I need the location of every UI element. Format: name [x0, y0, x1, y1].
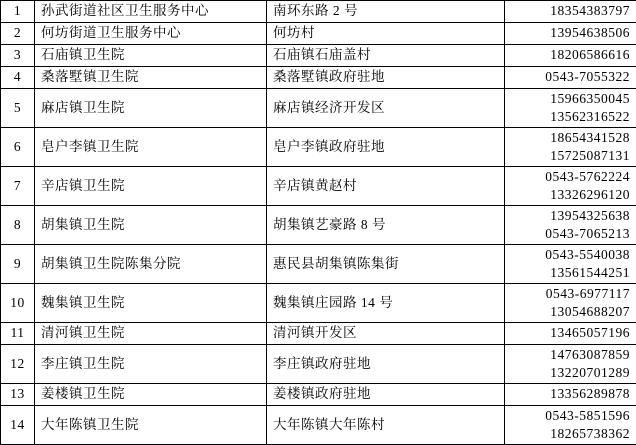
table-row [1, 345, 636, 384]
cell-index: 1 [1, 1, 35, 23]
table-row [1, 167, 636, 206]
table-row [1, 1, 636, 23]
phone-number: 13356289878 [511, 385, 630, 403]
phone-number: 13465057196 [511, 324, 630, 342]
table-row [1, 128, 636, 167]
phone-number: 18354383797 [511, 2, 630, 20]
table-row [1, 284, 636, 323]
cell-phone [505, 128, 636, 167]
cell-phone [505, 345, 636, 384]
cell-phone [505, 89, 636, 128]
cell-phone [505, 23, 636, 45]
cell-index: 4 [1, 67, 35, 89]
table-row [1, 323, 636, 345]
phone-number: 0543-5851596 [511, 407, 630, 425]
cell-institution-name: 大年陈镇卫生院 [35, 406, 267, 445]
cell-institution-name: 胡集镇卫生院 [35, 206, 267, 245]
cell-institution-name: 魏集镇卫生院 [35, 284, 267, 323]
cell-address: 李庄镇政府驻地 [267, 345, 505, 384]
cell-index: 9 [1, 245, 35, 284]
cell-index: 8 [1, 206, 35, 245]
phone-number: 0543-7065213 [511, 225, 630, 243]
cell-address: 桑落墅镇政府驻地 [267, 67, 505, 89]
cell-institution-name: 何坊街道卫生服务中心 [35, 23, 267, 45]
cell-address: 大年陈镇大年陈村 [267, 406, 505, 445]
phone-number: 18206586616 [511, 46, 630, 64]
phone-number: 18654341528 [511, 129, 630, 147]
phone-number: 0543-5540038 [511, 246, 630, 264]
cell-index: 2 [1, 23, 35, 45]
phone-number: 0543-7055322 [511, 68, 630, 86]
phone-number: 0543-6977117 [511, 285, 630, 303]
phone-number: 14763087859 [511, 346, 630, 364]
cell-address: 姜楼镇政府驻地 [267, 384, 505, 406]
cell-address: 石庙镇石庙盖村 [267, 45, 505, 67]
phone-number: 13562316522 [511, 108, 630, 126]
cell-index: 13 [1, 384, 35, 406]
table-row [1, 384, 636, 406]
phone-number: 15725087131 [511, 147, 630, 165]
cell-index: 5 [1, 89, 35, 128]
table-row [1, 406, 636, 445]
cell-address: 胡集镇艺豪路 8 号 [267, 206, 505, 245]
cell-index: 10 [1, 284, 35, 323]
cell-institution-name: 清河镇卫生院 [35, 323, 267, 345]
cell-index: 11 [1, 323, 35, 345]
table-row [1, 45, 636, 67]
phone-number: 13954638506 [511, 24, 630, 42]
cell-phone [505, 45, 636, 67]
cell-address: 何坊村 [267, 23, 505, 45]
cell-address: 辛店镇黄赵村 [267, 167, 505, 206]
cell-phone [505, 245, 636, 284]
table-body [1, 1, 636, 445]
phone-number: 13054688207 [511, 303, 630, 321]
phone-number: 13954325638 [511, 207, 630, 225]
cell-institution-name: 李庄镇卫生院 [35, 345, 267, 384]
cell-phone [505, 284, 636, 323]
cell-index: 3 [1, 45, 35, 67]
phone-number: 13220701289 [511, 364, 630, 382]
cell-phone [505, 67, 636, 89]
cell-index: 14 [1, 406, 35, 445]
table-row [1, 89, 636, 128]
cell-phone [505, 323, 636, 345]
cell-institution-name: 辛店镇卫生院 [35, 167, 267, 206]
cell-index: 7 [1, 167, 35, 206]
table-row [1, 67, 636, 89]
table-row [1, 206, 636, 245]
cell-institution-name: 皂户李镇卫生院 [35, 128, 267, 167]
table-row [1, 245, 636, 284]
cell-institution-name: 麻店镇卫生院 [35, 89, 267, 128]
cell-address: 清河镇开发区 [267, 323, 505, 345]
cell-institution-name: 石庙镇卫生院 [35, 45, 267, 67]
cell-institution-name: 姜楼镇卫生院 [35, 384, 267, 406]
cell-phone [505, 167, 636, 206]
phone-number: 13326296120 [511, 186, 630, 204]
cell-phone [505, 206, 636, 245]
cell-institution-name: 桑落墅镇卫生院 [35, 67, 267, 89]
cell-address: 魏集镇庄园路 14 号 [267, 284, 505, 323]
cell-phone [505, 1, 636, 23]
cell-address: 麻店镇经济开发区 [267, 89, 505, 128]
cell-address: 皂户李镇政府驻地 [267, 128, 505, 167]
phone-number: 13561544251 [511, 264, 630, 282]
cell-institution-name: 胡集镇卫生院陈集分院 [35, 245, 267, 284]
phone-number: 0543-5762224 [511, 168, 630, 186]
phone-number: 15966350045 [511, 90, 630, 108]
cell-address: 南环东路 2 号 [267, 1, 505, 23]
cell-institution-name: 孙武街道社区卫生服务中心 [35, 1, 267, 23]
cell-index: 6 [1, 128, 35, 167]
phone-number: 18265738362 [511, 425, 630, 443]
cell-index: 12 [1, 345, 35, 384]
cell-phone [505, 384, 636, 406]
cell-phone [505, 406, 636, 445]
cell-address: 惠民县胡集镇陈集街 [267, 245, 505, 284]
table-row [1, 23, 636, 45]
